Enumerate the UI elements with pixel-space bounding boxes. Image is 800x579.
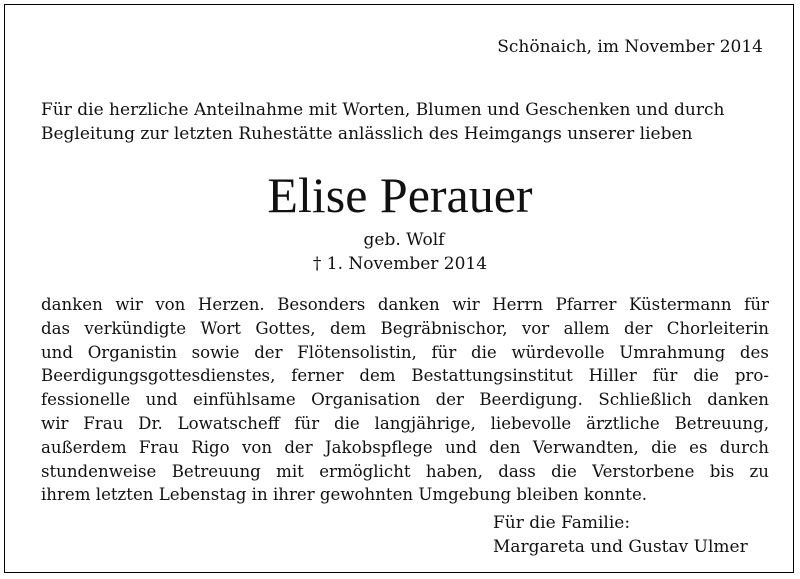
word: Flötensolistin, bbox=[297, 342, 417, 362]
paragraph-line bbox=[41, 341, 769, 365]
word: Betreuung, bbox=[674, 413, 769, 433]
word: Umrahmung bbox=[619, 342, 726, 362]
word: dem bbox=[359, 366, 396, 386]
word: Schließlich bbox=[598, 390, 692, 410]
word: und bbox=[444, 437, 477, 457]
word: Frau bbox=[83, 413, 124, 433]
word: bis bbox=[709, 461, 735, 481]
word: Organistin bbox=[87, 342, 177, 362]
word: Frau bbox=[138, 437, 179, 457]
word: einfühlsame bbox=[193, 390, 296, 410]
word: von bbox=[241, 437, 273, 457]
word: und bbox=[145, 390, 178, 410]
thanks-paragraph bbox=[41, 293, 769, 507]
word: Chorleiterin bbox=[666, 318, 769, 338]
word: Herzen. bbox=[197, 295, 265, 314]
word: langjährige, bbox=[374, 413, 476, 433]
birth-name: geb. Wolf bbox=[363, 230, 445, 250]
word: Verwandten, bbox=[532, 437, 639, 457]
word: des bbox=[739, 342, 769, 362]
word: die bbox=[651, 437, 677, 457]
word: die bbox=[471, 342, 497, 362]
word: danken bbox=[707, 390, 769, 410]
word: Betreuung bbox=[171, 461, 261, 481]
word: Beerdigungsgottesdienstes, bbox=[41, 366, 276, 386]
word: der bbox=[284, 437, 313, 457]
paragraph-line bbox=[41, 293, 769, 317]
word: mit bbox=[276, 461, 304, 481]
word: für bbox=[431, 342, 457, 362]
word: außerdem bbox=[41, 437, 127, 457]
word: ermöglicht bbox=[319, 461, 411, 481]
signature-names: Margareta und Gustav Ulmer bbox=[493, 537, 748, 557]
word: dem bbox=[329, 318, 367, 338]
word: würdevolle bbox=[511, 342, 605, 362]
word: der bbox=[624, 318, 653, 338]
word: Begräbnischor, bbox=[380, 318, 508, 338]
word: fessionelle bbox=[41, 390, 131, 410]
word: vor bbox=[521, 318, 550, 338]
word: Dr. bbox=[138, 413, 163, 433]
word: für bbox=[744, 295, 769, 314]
word: Beerdigung. bbox=[479, 390, 583, 410]
word: die bbox=[693, 366, 719, 386]
word: Pfarrer bbox=[555, 295, 617, 314]
paragraph-line: ihrem letzten Lebenstag in ihrer gewohnten Umgebung bleiben konnte. bbox=[41, 485, 648, 505]
death-date: † 1. November 2014 bbox=[312, 254, 488, 274]
obituary-notice bbox=[4, 4, 794, 573]
place-date: Schönaich, im November 2014 bbox=[497, 37, 763, 57]
paragraph-line bbox=[41, 317, 769, 341]
word: die bbox=[551, 461, 577, 481]
intro-line: Begleitung zur letzten Ruhestätte anlässlich des Heimgangs unserer lieben bbox=[41, 124, 693, 144]
word: das bbox=[41, 318, 71, 338]
paragraph-line bbox=[41, 412, 769, 436]
word: Jakobspflege bbox=[324, 437, 433, 457]
word: ferner bbox=[291, 366, 344, 386]
word: wir bbox=[41, 413, 69, 433]
word: Bestattungsinstitut bbox=[411, 366, 573, 386]
word: Küstermann bbox=[628, 295, 732, 314]
word: Lowatscheff bbox=[177, 413, 280, 433]
word: allem bbox=[563, 318, 610, 338]
word: von bbox=[155, 295, 186, 314]
word: Gottes, bbox=[255, 318, 316, 338]
paragraph-line bbox=[41, 364, 769, 388]
intro-line: Für die herzliche Anteilnahme mit Worten, Blumen und Geschenken und durch bbox=[41, 100, 725, 120]
word: Verstorbene bbox=[592, 461, 695, 481]
word: pro- bbox=[734, 366, 769, 386]
word: für bbox=[652, 366, 678, 386]
word: die bbox=[333, 413, 360, 433]
word: es bbox=[689, 437, 708, 457]
paragraph-line bbox=[41, 460, 769, 484]
word: Wort bbox=[200, 318, 241, 338]
word: ärztliche bbox=[586, 413, 660, 433]
word: sowie bbox=[191, 342, 240, 362]
word: durch bbox=[719, 437, 769, 457]
signature-label: Für die Familie: bbox=[493, 513, 631, 533]
deceased-name: Elise Perauer bbox=[267, 167, 533, 223]
word: für bbox=[294, 413, 320, 433]
word: und bbox=[41, 342, 73, 362]
word: dass bbox=[498, 461, 536, 481]
word: der bbox=[254, 342, 283, 362]
word: wir bbox=[115, 295, 143, 314]
word: haben, bbox=[425, 461, 483, 481]
word: Hiller bbox=[588, 366, 637, 386]
paragraph-line bbox=[41, 436, 769, 460]
word: verkündigte bbox=[84, 318, 187, 338]
word: Organisation bbox=[311, 390, 421, 410]
word: Besonders bbox=[277, 295, 366, 314]
word: liebevolle bbox=[490, 413, 572, 433]
word: Herrn bbox=[492, 295, 544, 314]
intro-paragraph bbox=[41, 98, 771, 146]
word: zu bbox=[749, 461, 769, 481]
word: der bbox=[435, 390, 464, 410]
word: danken bbox=[377, 295, 440, 314]
word: stundenweise bbox=[41, 461, 157, 481]
word: danken bbox=[41, 295, 103, 314]
signature-block bbox=[493, 511, 748, 559]
word: Rigo bbox=[191, 437, 230, 457]
paragraph-line bbox=[41, 388, 769, 412]
word: den bbox=[489, 437, 521, 457]
word: wir bbox=[452, 295, 480, 314]
